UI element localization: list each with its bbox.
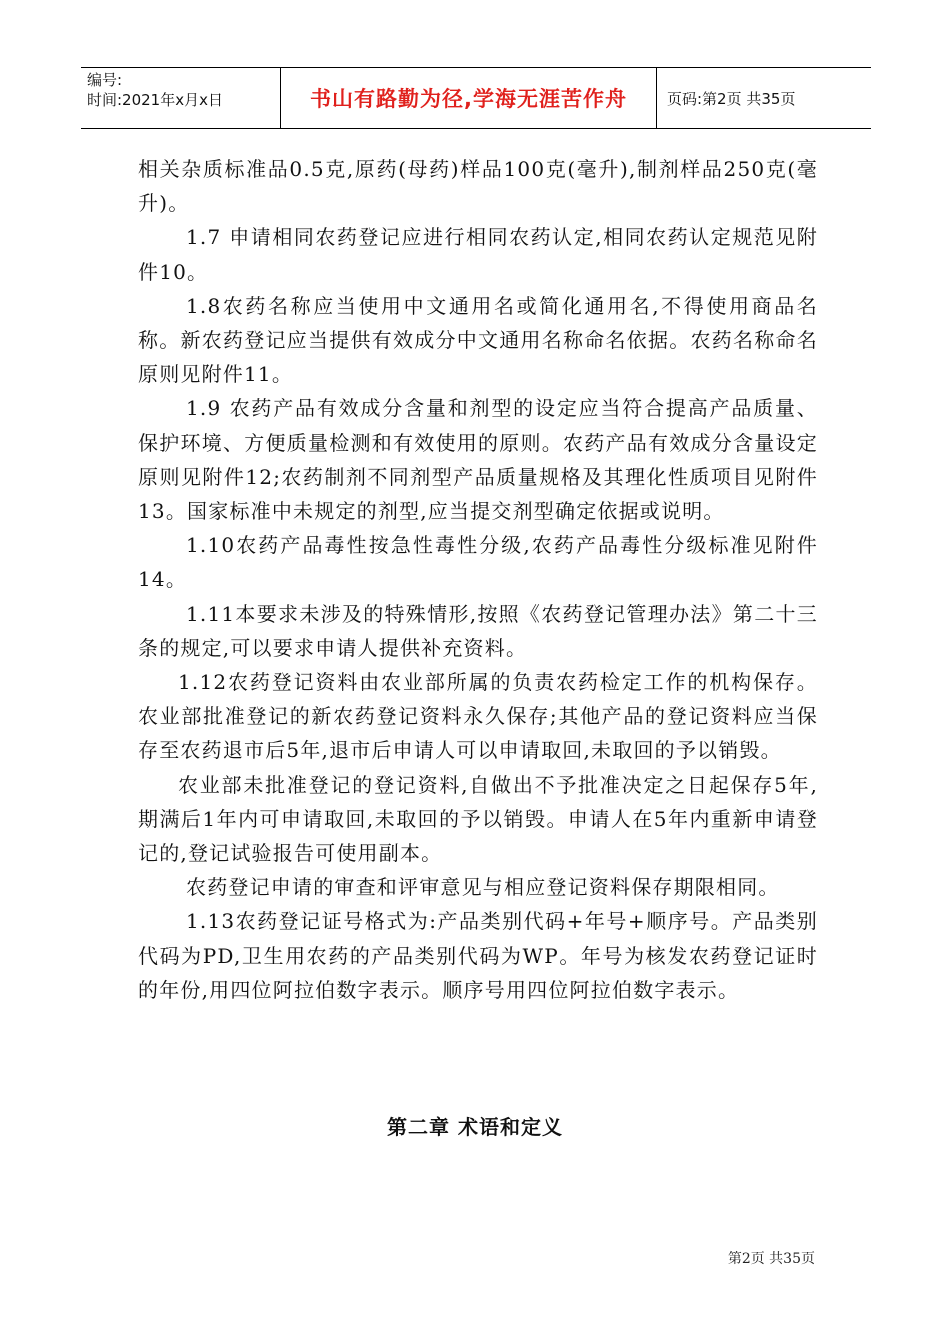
header-page-number: 页码:第2页 共35页 (667, 89, 796, 108)
document-number-label: 编号: (87, 71, 123, 89)
header-motto: 书山有路勤为径,学海无涯苦作舟 (310, 87, 627, 111)
paragraph: 相关杂质标准品0.5克,原药(母药)样品100克(毫升),制剂样品250克(毫升)。 (138, 157, 818, 216)
page-header (81, 67, 871, 129)
paragraph: 1.12农药登记资料由农业部所属的负责农药检定工作的机构保存。农业部批准登记的新农药登记资料永久保存;其他产品的登记资料应当保存至农药退市后5年,退市后申请人可以申请取回,未取回的予以销毁。 (138, 670, 818, 763)
document-date-label: 时间:2021年x月x日 (87, 91, 223, 109)
body-text (138, 152, 818, 1007)
chapter-title: 第二章 术语和定义 (387, 1115, 563, 1139)
paragraph: 农业部未批准登记的登记资料,自做出不予批准决定之日起保存5年,期满后1年内可申请取回,未取回的予以销毁。申请人在5年内重新申请登记的,登记试验报告可使用副本。 (138, 772, 818, 866)
page-footer: 第2页 共35页 (727, 1251, 815, 1267)
paragraph: 1.11本要求未涉及的特殊情形,按照《农药登记管理办法》第二十三条的规定,可以要求申请人提供补充资料。 (138, 601, 818, 660)
header-motto-cell (281, 68, 657, 128)
paragraph: 农药登记申请的审查和评审意见与相应登记资料保存期限相同。 (186, 875, 780, 900)
header-meta (81, 68, 281, 128)
paragraph: 1.10农药产品毒性按急性毒性分级,农药产品毒性分级标准见附件14。 (138, 533, 818, 592)
paragraph: 1.7 申请相同农药登记应进行相同农药认定,相同农药认定规范见附件10。 (138, 225, 818, 284)
paragraph: 1.13农药登记证号格式为:产品类别代码+年号+顺序号。产品类别代码为PD,卫生用农药的产品类别代码为WP。年号为核发农药登记证时的年份,用四位阿拉伯数字表示。顺序号用四位阿拉伯数字表示。 (138, 909, 818, 1002)
paragraph: 1.8农药名称应当使用中文通用名或简化通用名,不得使用商品名称。新农药登记应当提供有效成分中文通用名称命名依据。农药名称命名原则见附件11。 (138, 293, 818, 387)
paragraph: 1.9 农药产品有效成分含量和剂型的设定应当符合提高产品质量、保护环境、方便质量检测和有效使用的原则。农药产品有效成分含量设定原则见附件12;农药制剂不同剂型产品质量规格及其理化性质项目见附件13。国家标准中未规定的剂型,应当提交剂型确定依据或说明。 (138, 396, 818, 524)
